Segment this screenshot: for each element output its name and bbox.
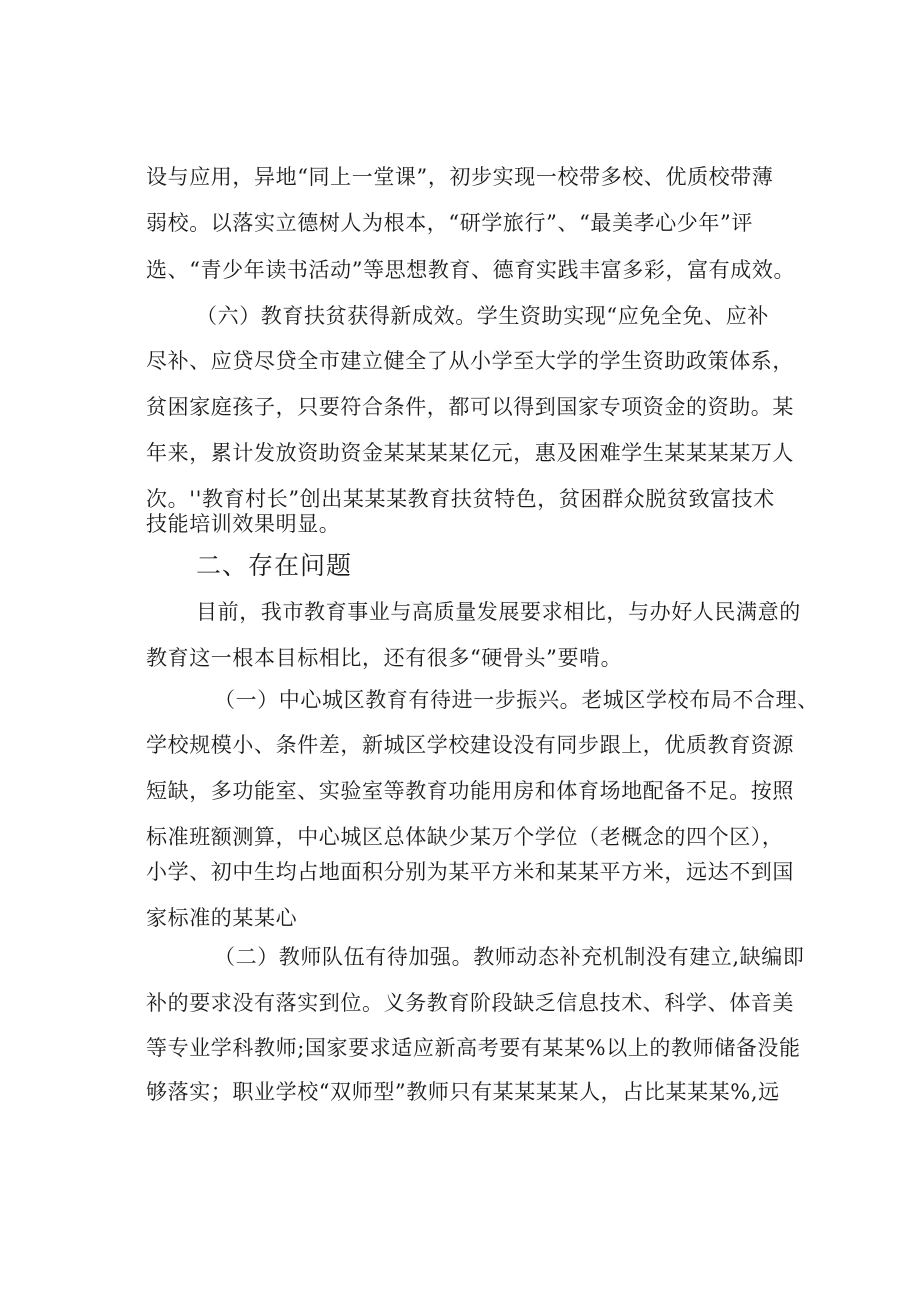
text-line: 够落实；职业学校“双师型”教师只有某某某某人，占比某某某%,远 [146,1080,780,1104]
text-line: 弱校。以落实立德树人为根本，“研学旅行”、“最美孝心少年”评 [146,211,753,235]
text-line: 教育这一根本目标相比，还有很多“硬骨头”要啃。 [146,646,623,670]
text-line: （二）教师队伍有待加强。教师动态补充机制没有建立,缺编即 [214,945,805,969]
text-line: （六）教育扶贫获得新成效。学生资助实现“应免全免、应补 [196,304,769,328]
text-line: 年来，累计发放资助资金某某某某亿元，惠及困难学生某某某某万人 [146,441,794,465]
text-line: （一）中心城区教育有待进一步振兴。老城区学校布局不合理、 [214,688,819,712]
text-line: 等专业学科教师;国家要求适应新高考要有某某%以上的教师储备没能 [146,1036,801,1060]
section-heading: 二、存在问题 [196,551,353,580]
text-line: 小学、初中生均占地面积分别为某平方米和某某平方米，远达不到国 [146,860,794,884]
text-line: 尽补、应贷尽贷全市建立健全了从小学至大学的学生资助政策体系， [146,349,794,373]
text-line: 家标准的某某心 [146,906,298,930]
text-line: 补的要求没有落实到位。义务教育阶段缺乏信息技术、科学、体音美 [146,991,794,1015]
text-line: 设与应用，异地“同上一堂课”，初步实现一校带多校、优质校带薄 [146,165,774,189]
text-line: 选、“青少年读书活动”等思想教育、德育实践丰富多彩，富有成效。 [146,258,796,282]
text-line: 贫困家庭孩子，只要符合条件，都可以得到国家专项资金的资助。某 [146,395,794,419]
text-line: 学校规模小、条件差，新城区学校建设没有同步跟上，优质教育资源 [146,733,794,757]
text-line: 目前，我市教育事业与高质量发展要求相比，与办好人民满意的 [196,600,801,624]
text-line: 次。''教育村长”创出某某某教育扶贫特色，贫困群众脱贫致富技术 [146,487,775,511]
text-line: 短缺，多功能室、实验室等教育功能用房和体育场地配备不足。按照 [146,779,794,803]
text-line: 技能培训效果明显。 [146,512,341,536]
text-line: 标准班额测算，中心城区总体缺少某万个学位（老概念的四个区）， [146,825,784,849]
